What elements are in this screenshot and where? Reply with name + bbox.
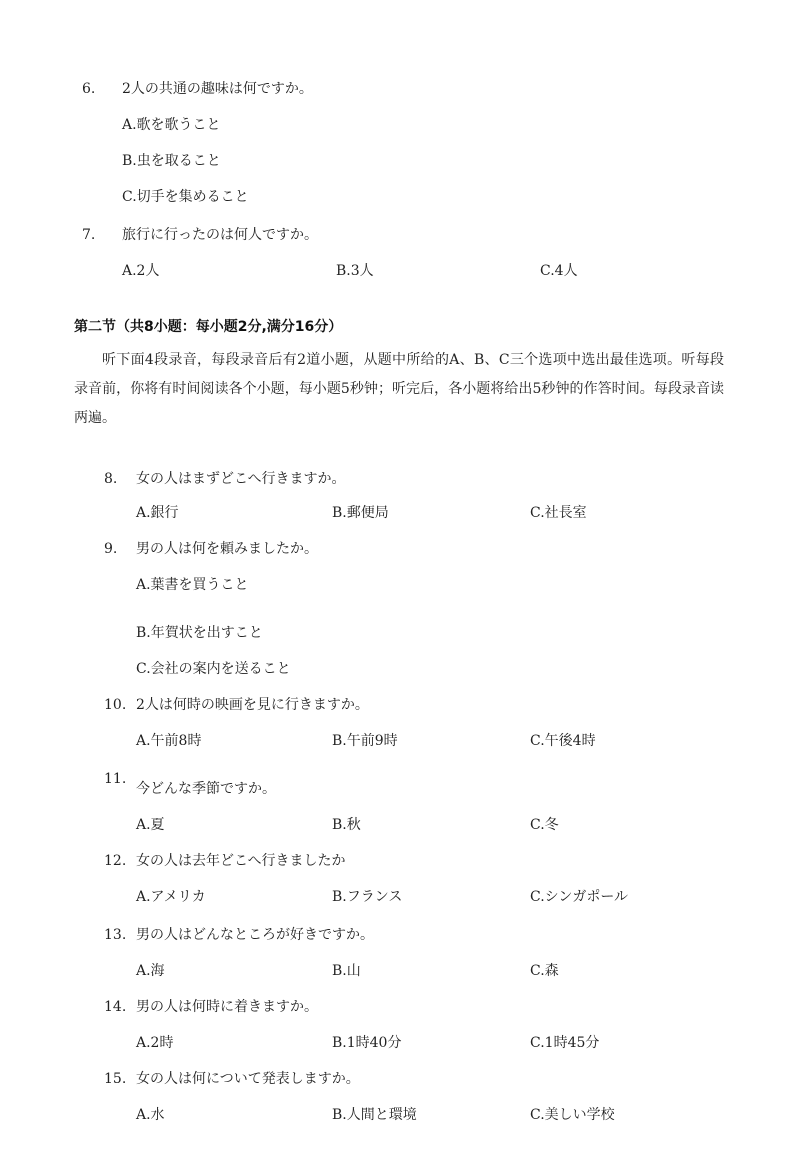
question-14-option-c: C.1時45分 [530,1035,600,1051]
question-15-number: 15. [104,1071,127,1087]
question-15-option-a: A.水 [136,1107,165,1123]
question-9-option-b: B.年賀状を出すこと [136,625,263,641]
question-14-option-a: A.2時 [136,1035,174,1051]
question-11-option-c: C.冬 [530,817,559,833]
question-8-option-a: A.銀行 [136,505,179,521]
question-11-number: 11. [104,771,127,787]
question-8-number: 8. [104,471,118,487]
question-12-option-c: C.シンガポール [530,889,629,905]
question-6-option-b: B.虫を取ること [122,153,221,169]
section-instructions: 听下面4段录音，每段录音后有2道小题，从题中所给的A、B、C三个选项中选出最佳选项。听每段录音前，你将有时间阅读各个小题，每小题5秒钟；听完后，各小题将给出5秒钟的作答时间。每段录音读两遍。 [74,352,724,426]
question-8-option-c: C.社長室 [530,505,587,521]
question-14-text: 男の人は何時に着きますか。 [136,999,318,1015]
question-12-number: 12. [104,853,127,869]
question-10-number: 10. [104,697,127,713]
question-14-number: 14. [104,999,127,1015]
question-9-text: 男の人は何を頼みましたか。 [136,541,318,557]
question-7-option-c: C.4人 [540,263,578,279]
question-8-option-b: B.郵便局 [332,505,389,521]
question-6-number: 6. [82,81,96,97]
question-11-option-b: B.秋 [332,817,361,833]
question-7-option-b: B.3人 [336,263,374,279]
question-13-text: 男の人はどんなところが好きですか。 [136,927,374,943]
question-9-number: 9. [104,541,118,557]
question-15-option-c: C.美しい学校 [530,1107,615,1123]
question-8-text: 女の人はまずどこへ行きますか。 [136,471,346,487]
question-6-option-a: A.歌を歌うこと [122,117,221,133]
question-15-text: 女の人は何について発表しますか。 [136,1071,360,1087]
question-12-option-b: B.フランス [332,889,403,905]
question-11-text: 今どんな季節ですか。 [136,781,276,797]
question-15-option-b: B.人間と環境 [332,1107,417,1123]
question-6-option-c: C.切手を集めること [122,189,249,205]
question-12-option-a: A.アメリカ [136,889,206,905]
question-13-option-c: C.森 [530,963,559,979]
question-7-number: 7. [82,227,96,243]
question-9-option-a: A.葉書を買うこと [136,577,249,593]
question-10-option-b: B.午前9時 [332,733,398,749]
question-11-option-a: A.夏 [136,817,165,833]
question-10-option-a: A.午前8時 [136,733,202,749]
question-10-text: 2人は何時の映画を見に行きますか。 [136,697,369,713]
question-14-option-b: B.1時40分 [332,1035,402,1051]
question-10-option-c: C.午後4時 [530,733,596,749]
question-13-option-b: B.山 [332,963,361,979]
question-7-text: 旅行に行ったのは何人ですか。 [122,227,318,243]
question-13-number: 13. [104,927,127,943]
question-9-option-c: C.会社の案内を送ること [136,661,291,677]
question-6-text: 2人の共通の趣味は何ですか。 [122,81,313,97]
question-13-option-a: A.海 [136,963,165,979]
question-12-text: 女の人は去年どこへ行きましたか [136,853,346,869]
section-title: 第二节（共8小题：每小题2分,满分16分） [74,319,343,335]
question-7-option-a: A.2人 [122,263,160,279]
